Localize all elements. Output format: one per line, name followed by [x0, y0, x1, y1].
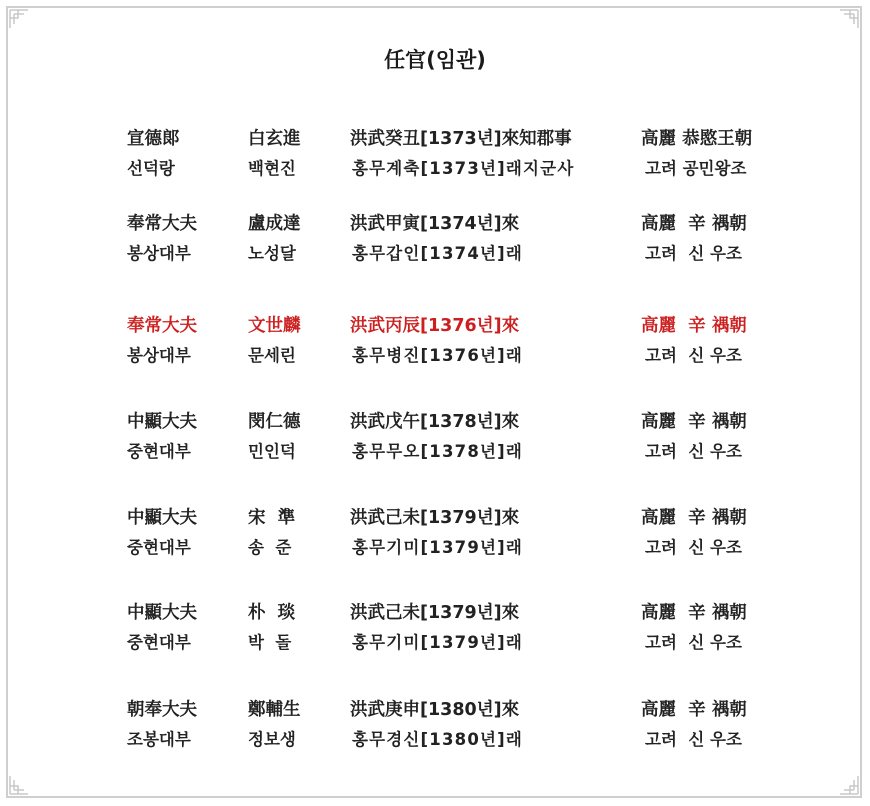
dynasty-hanja: 高麗 辛 禑朝	[641, 603, 747, 623]
date-hanja: 洪武己未[1379년]來	[350, 508, 520, 528]
rank-korean: 선덕랑	[127, 159, 175, 178]
rank-korean: 조봉대부	[127, 730, 191, 749]
official-entry	[0, 598, 870, 660]
dynasty-korean: 고려 신 우조	[645, 633, 742, 652]
official-entry	[0, 124, 870, 186]
name-hanja: 白玄進	[248, 129, 301, 149]
dynasty-korean: 고려 신 우조	[645, 346, 742, 365]
dynasty-korean: 고려 신 우조	[645, 730, 742, 749]
dynasty-korean: 고려 신 우조	[645, 442, 742, 461]
dynasty-hanja: 高麗 恭愍王朝	[641, 129, 753, 149]
name-hanja: 文世麟	[248, 316, 301, 336]
name-korean: 백현진	[248, 159, 296, 178]
date-korean: 홍무기미[1379년]래	[352, 538, 524, 557]
rank-korean: 중현대부	[127, 538, 191, 557]
name-korean: 민인덕	[248, 442, 296, 461]
date-korean: 홍무계축[1373년]래지군사	[352, 159, 575, 178]
date-hanja: 洪武癸丑[1373년]來知郡事	[350, 129, 572, 149]
dynasty-korean: 고려 신 우조	[645, 538, 742, 557]
name-korean: 정보생	[248, 730, 296, 749]
name-hanja: 鄭輔生	[248, 700, 301, 720]
dynasty-korean: 고려 공민왕조	[645, 159, 747, 178]
name-korean: 문세린	[248, 346, 296, 365]
official-entry	[0, 209, 870, 271]
date-hanja: 洪武戊午[1378년]來	[350, 412, 520, 432]
date-korean: 홍무갑인[1374년]래	[352, 244, 524, 263]
official-entry	[0, 503, 870, 565]
rank-hanja: 中顯大夫	[127, 603, 197, 623]
corner-ornament-icon	[838, 8, 860, 30]
dynasty-hanja: 高麗 辛 禑朝	[641, 412, 747, 432]
name-korean: 송 준	[248, 538, 292, 557]
rank-korean: 봉상대부	[127, 346, 191, 365]
date-korean: 홍무기미[1379년]래	[352, 633, 524, 652]
corner-ornament-icon	[8, 8, 30, 30]
rank-korean: 봉상대부	[127, 244, 191, 263]
date-hanja: 洪武甲寅[1374년]來	[350, 214, 520, 234]
dynasty-korean: 고려 신 우조	[645, 244, 742, 263]
rank-hanja: 宣德郞	[127, 129, 180, 149]
date-hanja: 洪武己未[1379년]來	[350, 603, 520, 623]
rank-hanja: 中顯大夫	[127, 412, 197, 432]
name-hanja: 閔仁德	[248, 412, 301, 432]
date-korean: 홍무경신[1380년]래	[352, 730, 524, 749]
name-korean: 노성달	[248, 244, 296, 263]
date-korean: 홍무병진[1376년]래	[352, 346, 524, 365]
date-hanja: 洪武丙辰[1376년]來	[350, 316, 520, 336]
dynasty-hanja: 高麗 辛 禑朝	[641, 316, 747, 336]
page-title: 任官(임관)	[384, 48, 486, 72]
rank-hanja: 中顯大夫	[127, 508, 197, 528]
rank-hanja: 奉常大夫	[127, 316, 197, 336]
official-entry-highlighted	[0, 311, 870, 373]
rank-hanja: 奉常大夫	[127, 214, 197, 234]
dynasty-hanja: 高麗 辛 禑朝	[641, 700, 747, 720]
dynasty-hanja: 高麗 辛 禑朝	[641, 214, 747, 234]
date-korean: 홍무무오[1378년]래	[352, 442, 524, 461]
name-hanja: 朴 琰	[248, 603, 296, 623]
corner-ornament-icon	[8, 774, 30, 796]
rank-hanja: 朝奉大夫	[127, 700, 197, 720]
rank-korean: 중현대부	[127, 633, 191, 652]
corner-ornament-icon	[838, 774, 860, 796]
date-hanja: 洪武庚申[1380년]來	[350, 700, 520, 720]
dynasty-hanja: 高麗 辛 禑朝	[641, 508, 747, 528]
official-entry	[0, 407, 870, 469]
name-korean: 박 돌	[248, 633, 292, 652]
name-hanja: 宋 準	[248, 508, 296, 528]
rank-korean: 중현대부	[127, 442, 191, 461]
name-hanja: 盧成達	[248, 214, 301, 234]
official-entry	[0, 695, 870, 757]
